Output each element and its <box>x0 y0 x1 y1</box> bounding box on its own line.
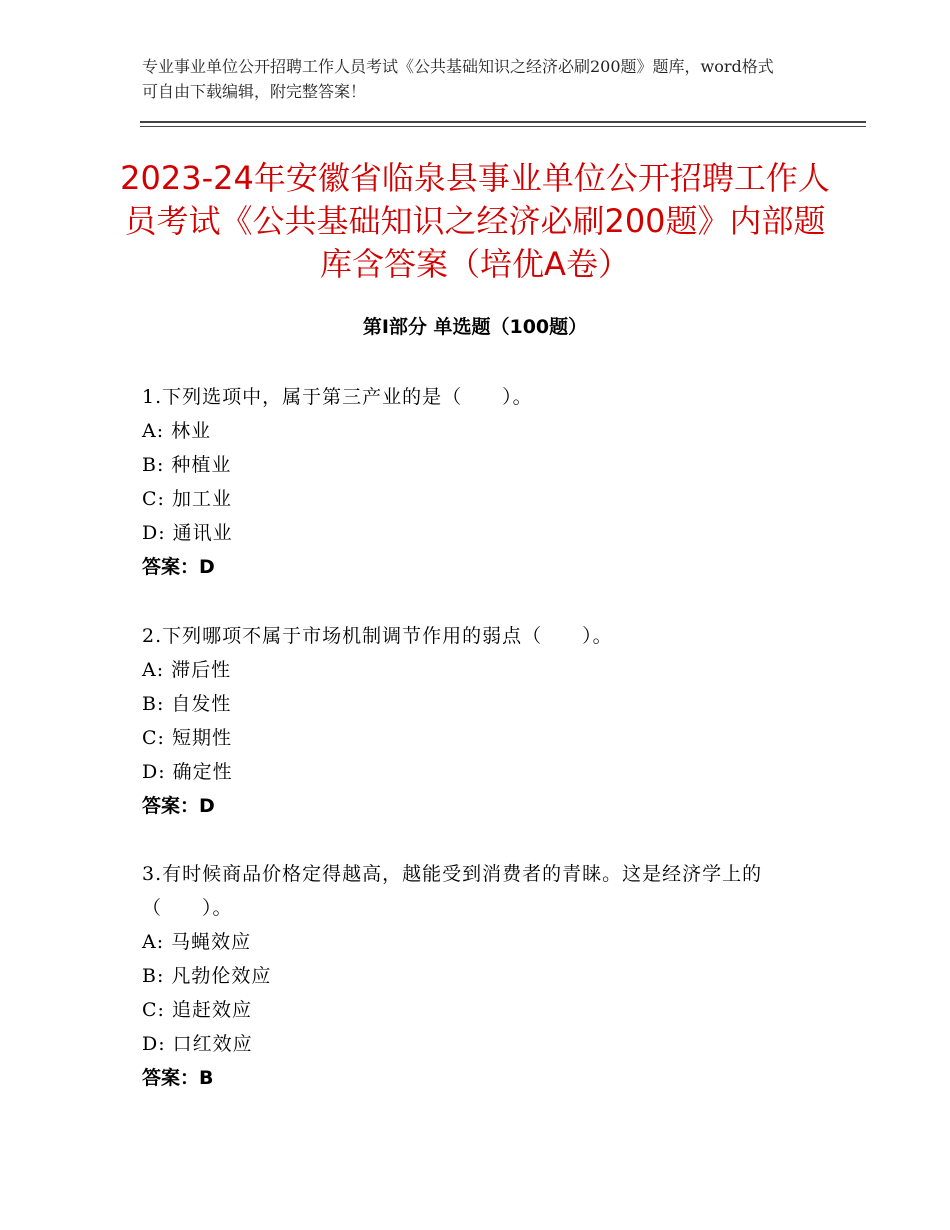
option-a: A: 马蝇效应 <box>142 931 252 953</box>
question-stem: 3.有时候商品价格定得越高，越能受到消费者的青睐。这是经济学上的（ ）。 <box>142 863 763 919</box>
question-stem: 1.下列选项中，属于第三产业的是（ ）。 <box>142 386 533 408</box>
header-divider-thin <box>140 126 866 127</box>
option-c: C: 追赶效应 <box>142 999 252 1021</box>
option-d: D: 口红效应 <box>142 1033 253 1055</box>
option-a: A: 滞后性 <box>142 659 232 681</box>
option-d: D: 确定性 <box>142 761 233 783</box>
option-c: C: 短期性 <box>142 727 232 749</box>
header-divider-thick <box>140 121 866 123</box>
question-3 <box>142 857 802 1095</box>
option-b: B: 种植业 <box>142 454 232 476</box>
document-title: 2023-24年安徽省临泉县事业单位公开招聘工作人员考试《公共基础知识之经济必刷200题》内部题库含答案（培优A卷） <box>120 159 830 283</box>
option-a: A: 林业 <box>142 420 212 442</box>
question-1 <box>142 380 802 584</box>
option-c: C: 加工业 <box>142 488 232 510</box>
answer-label: 答案：D <box>142 795 215 817</box>
section-title: 第Ⅰ部分 单选题（100题） <box>362 316 588 338</box>
header-note: 专业事业单位公开招聘工作人员考试《公共基础知识之经济必刷200题》题库，word格式可自由下载编辑，附完整答案！ <box>142 57 774 101</box>
answer-label: 答案：D <box>142 556 215 578</box>
question-stem: 2.下列哪项不属于市场机制调节作用的弱点（ ）。 <box>142 625 613 647</box>
option-b: B: 自发性 <box>142 693 232 715</box>
option-b: B: 凡勃伦效应 <box>142 965 272 987</box>
option-d: D: 通讯业 <box>142 522 233 544</box>
answer-label: 答案：B <box>142 1067 214 1089</box>
question-2 <box>142 619 802 823</box>
